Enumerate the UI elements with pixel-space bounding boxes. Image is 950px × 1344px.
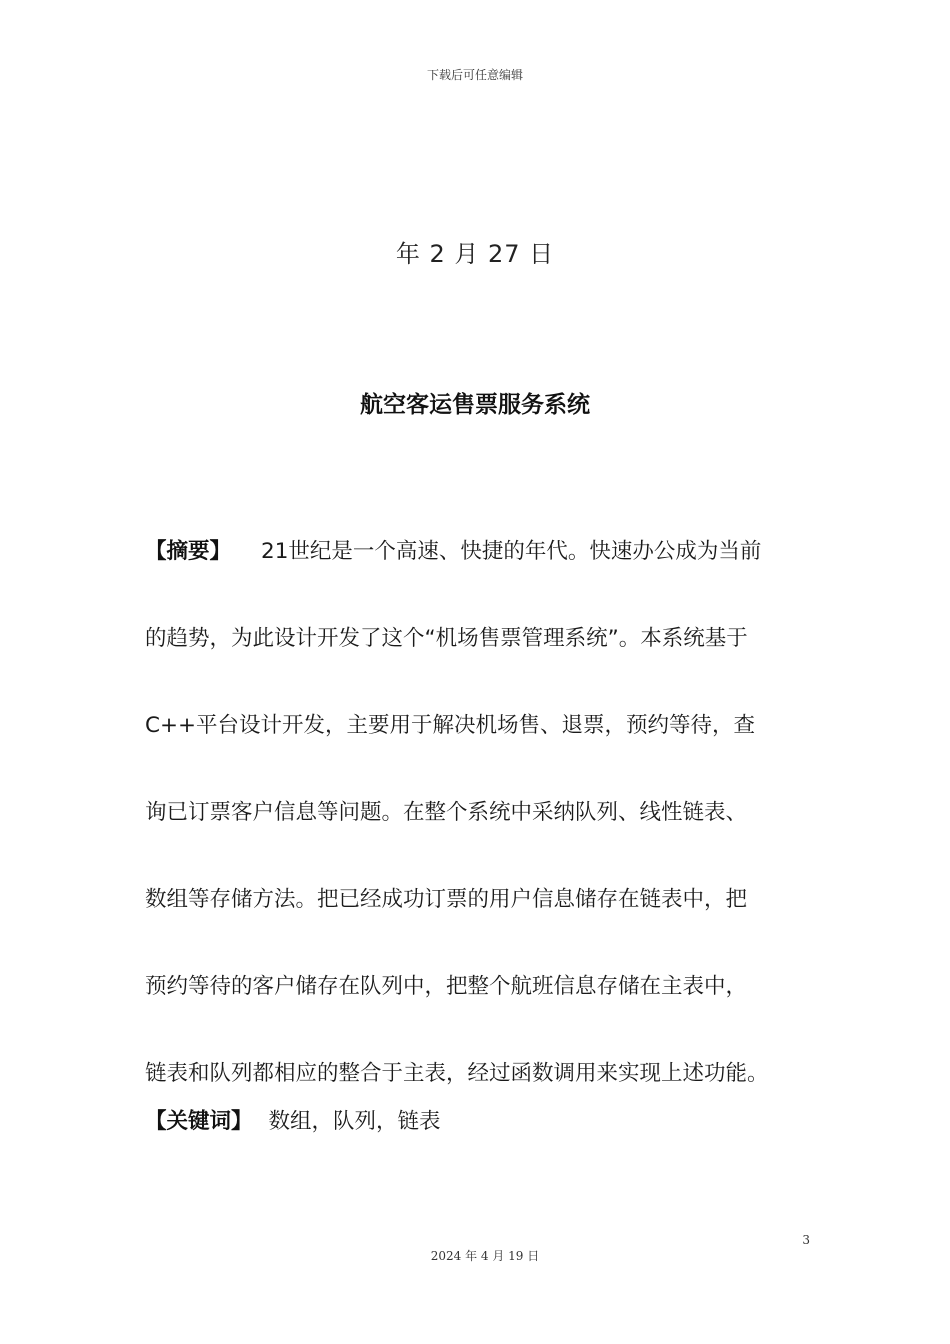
abstract-line: 的趋势，为此设计开发了这个“机场售票管理系统”。本系统基于 <box>145 626 748 651</box>
keywords-text: 数组，队列，链表 <box>268 1109 441 1134</box>
abstract-label: 【摘要】 <box>145 539 232 564</box>
abstract-line <box>145 508 809 595</box>
keywords-section <box>145 1104 809 1135</box>
abstract-text: 21世纪是一个高速、快捷的年代。快速办公成为当前 <box>261 539 762 564</box>
header-note: 下载后可任意编辑 <box>426 68 523 82</box>
abstract-section <box>145 508 809 1117</box>
abstract-line: 链表和队列都相应的整合于主表，经过函数调用来实现上述功能。 <box>145 1061 769 1086</box>
keywords-label: 【关键词】 <box>145 1109 253 1134</box>
page-number: 3 <box>802 1233 810 1247</box>
document-title: 航空客运售票服务系统 <box>360 392 590 418</box>
date-line: 年 2 月 27 日 <box>395 240 555 268</box>
abstract-line: 数组等存储方法。把已经成功订票的用户信息储存在链表中，把 <box>145 887 748 912</box>
footer-date: 2024 年 4 月 19 日 <box>430 1249 540 1263</box>
abstract-line: 询已订票客户信息等问题。在整个系统中采纳队列、线性链表、 <box>145 800 748 825</box>
abstract-line: C++平台设计开发，主要用于解决机场售、退票，预约等待，查 <box>145 713 756 738</box>
abstract-line: 预约等待的客户储存在队列中，把整个航班信息存储在主表中， <box>145 974 748 999</box>
